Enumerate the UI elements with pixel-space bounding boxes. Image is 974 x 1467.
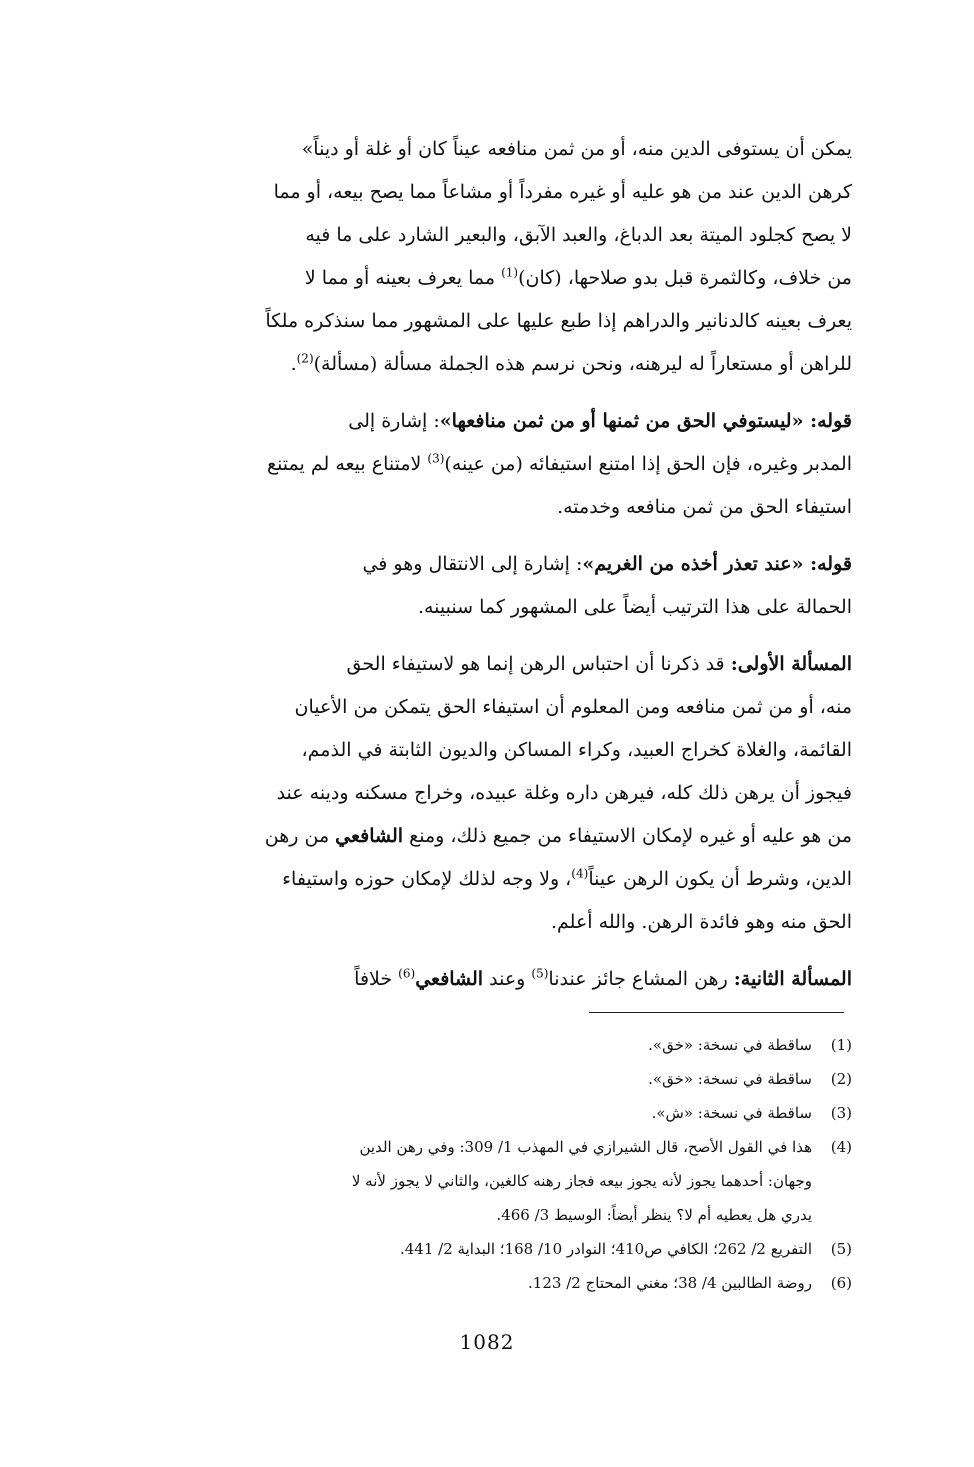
text-line: فيجوز أن يرهن ذلك كله، فيرهن داره وغلة عبيده، وخراج مسكنه ودينه عند <box>276 782 852 804</box>
footnote-ref-5: (5) <box>531 966 549 981</box>
footnote-ref-1: (1) <box>501 265 519 280</box>
footnote-ref-4: (4) <box>571 866 589 881</box>
footnote-item: (5) التفريع 2/ 262؛ الكافي ص410؛ النوادر 10/ 168؛ البداية 2/ 441. <box>399 1240 852 1258</box>
footnote-line: يدري هل يعطيه أم لا؟ ينظر أيضاً: الوسيط 3/ 466. <box>496 1206 812 1224</box>
paragraph-2 <box>110 400 852 529</box>
footnote-separator <box>589 1012 844 1013</box>
paragraph-1 <box>110 128 852 386</box>
text-line: المدبر وغيره، فإن الحق إذا امتنع استيفائه (من عينه)$^{(3)}$ لامتناع بيعه لم يمتنع <box>266 451 852 475</box>
main-text <box>110 128 852 1001</box>
footnote-line: وجهان: أحدهما يجوز لأنه يجوز بيعه فجاز رهنه كالغين، والثاني لا يجوز لأنه لا <box>351 1172 812 1190</box>
text-line: الحمالة على هذا الترتيب أيضاً على المشهور كما سنبينه. <box>417 596 852 618</box>
section-heading: المسألة الأولى: <box>730 653 852 675</box>
text-line: المسألة الأولى: قد ذكرنا أن احتباس الرهن إنما هو لاستيفاء الحق <box>346 653 852 675</box>
name-mention: الشافعي <box>335 825 404 847</box>
paragraph-4 <box>110 643 852 944</box>
name-mention: الشافعي <box>415 968 484 990</box>
text-line: قوله: «ليستوفي الحق من ثمنها أو من ثمن منافعها»: إشارة إلى <box>348 410 852 432</box>
footnote-ref-3: (3) <box>427 451 445 466</box>
text-line: للراهن أو مستعاراً له ليرهنه، ونحن نرسم هذه الجملة مسألة (مسألة)$^{(2)}$. <box>290 351 852 375</box>
text-line: الدين، وشرط أن يكون الرهن عيناً$^{(4)}$، ولا وجه لذلك لإمكان حوزه واستيفاء <box>282 866 852 890</box>
footnote-ref-6: (6) <box>398 966 416 981</box>
paragraph-5 <box>110 958 852 1001</box>
footnotes <box>110 1028 852 1300</box>
text-line: المسألة الثانية: رهن المشاع جائز عندنا$^{(5)}$ وعند الشافعي$^{(6)}$ خلافاً <box>354 966 852 990</box>
quoted-text: «عند تعذر أخذه من الغريم» <box>582 553 804 575</box>
paragraph-3 <box>110 543 852 629</box>
page-number: 1082 <box>459 1330 515 1354</box>
footnote-item: (6) روضة الطالبين 4/ 38؛ مغني المحتاج 2/ 123. <box>528 1274 852 1292</box>
text-line: كرهن الدين عند من هو عليه أو غيره مفرداً أو مشاعاً مما يصح بيعه، أو مما <box>273 181 852 203</box>
text-line: قوله: «عند تعذر أخذه من الغريم»: إشارة إلى الانتقال وهو في <box>362 553 852 575</box>
text-line: القائمة، والغلاة كخراج العبيد، وكراء المساكن والديون الثابتة في الذمم، <box>301 739 852 761</box>
text-line: منه، أو من ثمن منافعه ومن المعلوم أن استيفاء الحق يتمكن من الأعيان <box>294 696 852 718</box>
footnote-item: (2) ساقطة في نسخة: «خق». <box>648 1070 852 1088</box>
text-line: الحق منه وهو فائدة الرهن. والله أعلم. <box>551 911 852 933</box>
footnote-line: هذا في القول الأصح، قال الشيرازي في المهذب 1/ 309: وفي رهن الدين <box>359 1138 812 1156</box>
footnote-item: (4) هذا في القول الأصح، قال الشيرازي في المهذب 1/ 309: وفي رهن الدين وجهان: أحدهما يجوز لأنه يجوز بيعه فجاز رهنه كالغين، والثاني لا يجوز لأنه لا يدري هل يعطيه أم لا؟ ينظر أيضاً: الوسيط 3/ 466. <box>110 1130 852 1232</box>
text-line: يمكن أن يستوفى الدين منه، أو من ثمن منافعه عيناً كان أو غلة أو ديناً» <box>301 138 852 160</box>
footnote-item: (3) ساقطة في نسخة: «ش». <box>651 1104 852 1122</box>
section-heading: المسألة الثانية: <box>733 968 852 990</box>
text-line: استيفاء الحق من ثمن منافعه وخدمته. <box>557 496 852 518</box>
quoted-text: «ليستوفي الحق من ثمنها أو من ثمن منافعها» <box>439 410 804 432</box>
footnote-item: (1) ساقطة في نسخة: «خق». <box>648 1036 852 1054</box>
text-line: يعرف بعينه كالدنانير والدراهم إذا طبع عليها على المشهور مما سنذكره ملكاً <box>265 310 852 332</box>
text-line: من خلاف، وكالثمرة قبل بدو صلاحها، (كان)$^{(1)}$ مما يعرف بعينه أو مما لا <box>304 265 852 289</box>
text-line: لا يصح كجلود الميتة بعد الدباغ، والعبد الآبق، والبعير الشارد على ما فيه <box>305 224 852 246</box>
text-line: من هو عليه أو غيره لإمكان الاستيفاء من جميع ذلك، ومنع الشافعي من رهن <box>264 825 852 847</box>
footnote-ref-2: (2) <box>296 351 314 366</box>
